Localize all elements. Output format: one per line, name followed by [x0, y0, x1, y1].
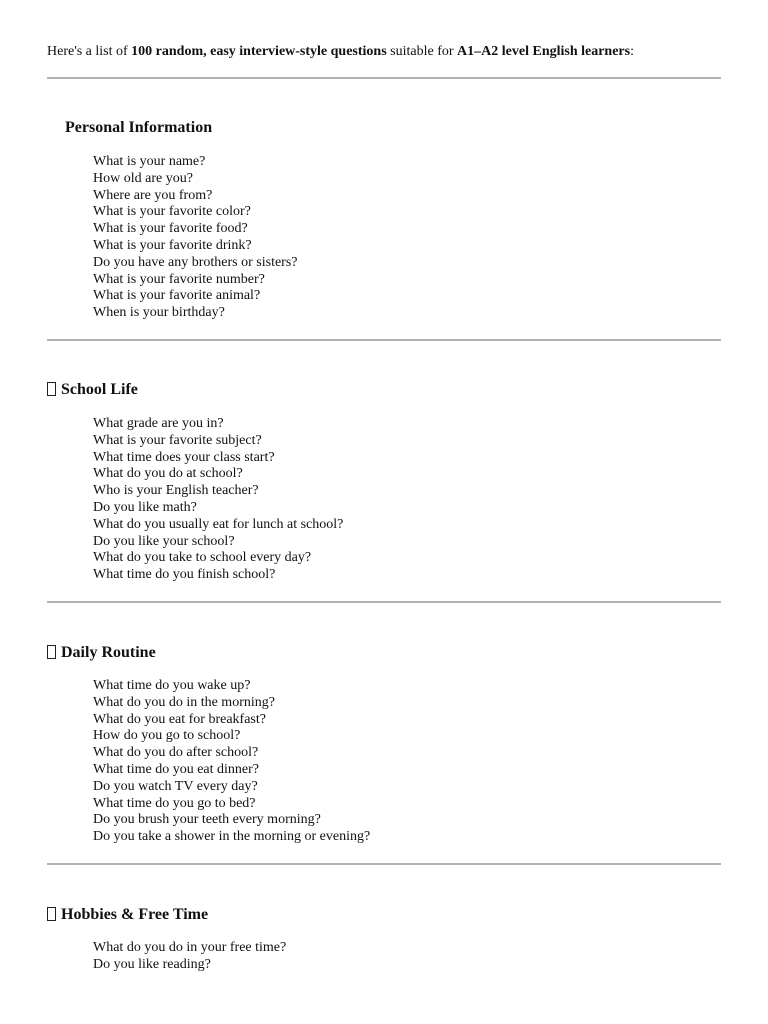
question-text: Do you brush your teeth every morning?	[93, 812, 321, 828]
question-text: What time do you wake up?	[93, 678, 251, 693]
question-text: What is your favorite number?	[93, 271, 265, 287]
question-text: What do you take to school every day?	[93, 550, 312, 566]
question-text: What do you eat for breakfast?	[93, 711, 266, 727]
section-heading-hobbies-free-time	[47, 905, 208, 925]
section-title: School Life	[61, 381, 138, 398]
question-text: What do you usually eat for lunch at school?	[93, 516, 344, 532]
section-heading-school-life	[47, 380, 138, 400]
question-text: What time does your class start?	[93, 449, 275, 465]
divider	[47, 863, 721, 865]
question-text: Do you like reading?	[93, 956, 211, 972]
question-text: What time do you go to bed?	[93, 795, 256, 811]
intro-suffix: :	[630, 44, 634, 59]
question-text: What is your name?	[93, 154, 206, 169]
divider	[47, 601, 721, 603]
question-text: Do you take a shower in the morning or evening?	[93, 829, 371, 845]
question-text: How old are you?	[93, 170, 193, 186]
question-text: What time do you eat dinner?	[93, 761, 259, 777]
question-text: Do you have any brothers or sisters?	[93, 254, 298, 270]
question-text: Do you like your school?	[93, 533, 235, 549]
question-text: What is your favorite color?	[93, 204, 251, 220]
question-text: How do you go to school?	[93, 728, 241, 744]
question-text: Do you watch TV every day?	[93, 778, 258, 794]
intro-bold-level: A1–A2 level English learners	[457, 44, 631, 59]
question-text: Do you like math?	[93, 499, 197, 515]
intro-bold-count: 100 random, easy interview-style questions	[131, 44, 387, 59]
section-heading-daily-routine	[47, 643, 156, 663]
question-text: What is your favorite food?	[93, 221, 248, 237]
question-text: What do you do in your free time?	[93, 940, 287, 955]
missing-glyph-icon	[47, 382, 56, 396]
section-title: Personal Information	[65, 119, 213, 136]
question-text: Where are you from?	[93, 187, 213, 203]
question-text: What is your favorite subject?	[93, 432, 262, 448]
question-text: What do you do after school?	[93, 745, 259, 761]
divider	[47, 77, 721, 79]
question-text: Who is your English teacher?	[93, 483, 259, 499]
missing-glyph-icon	[47, 907, 56, 921]
question-text: What is your favorite drink?	[93, 237, 252, 253]
intro-middle: suitable for	[386, 44, 458, 59]
divider	[47, 339, 721, 341]
question-text: What time do you finish school?	[93, 567, 276, 583]
section-heading-personal-information	[65, 118, 212, 138]
question-text: What is your favorite animal?	[93, 288, 261, 304]
section-title: Hobbies & Free Time	[61, 906, 209, 923]
question-text: What grade are you in?	[93, 416, 224, 431]
intro-prefix: Here's a list of	[47, 44, 132, 59]
question-text: When is your birthday?	[93, 305, 225, 321]
question-text: What do you do at school?	[93, 466, 243, 482]
section-title: Daily Routine	[61, 644, 156, 661]
missing-glyph-icon	[47, 645, 56, 659]
intro-paragraph	[47, 43, 634, 61]
question-text: What do you do in the morning?	[93, 694, 275, 710]
